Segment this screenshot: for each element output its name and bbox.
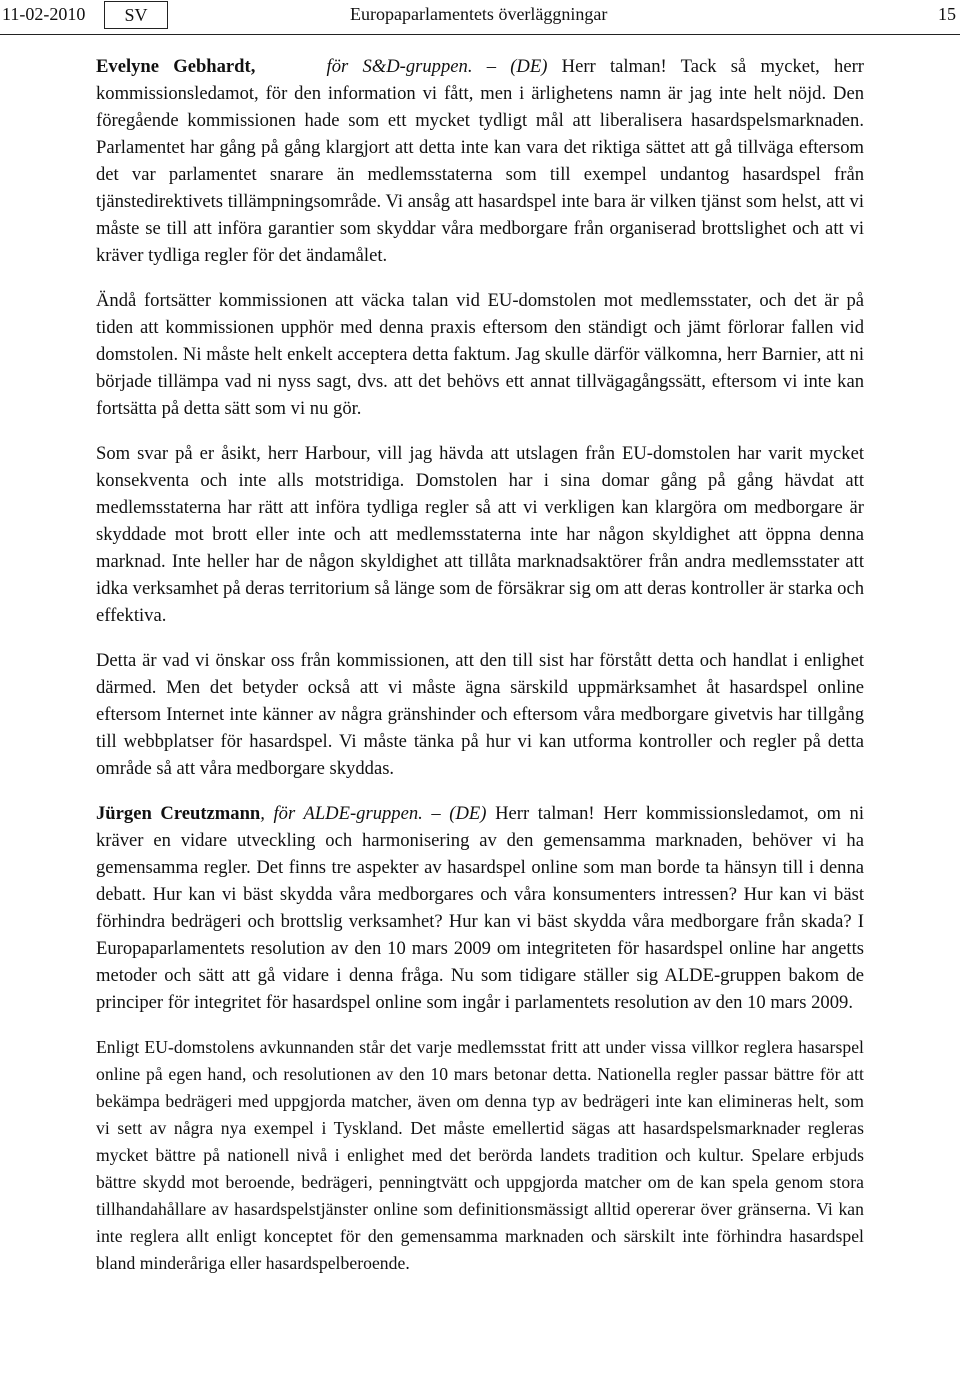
speech-paragraph: Som svar på er åsikt, herr Harbour, vill jag hävda att utslagen från EU-domstolen har varit mycket konsekventa och inte alls motstridiga. Domstolen har i sina domar gång på gång hävdat att medlemsstaterna har rätt att införa tydliga regler så att vi verkligen kan klargöra om medborgare är skyddade mot brott eller inte och att medlemsstaterna inte har någon skyldighet att öppna denna marknad. Inte heller har de någon skyldighet att tillåta marknadsaktörer från andra medlemsstater att idka verksamhet på deras territorium så länge som de försäkrar sig om att deras kontroller är starka och effektiva. <box>96 443 864 626</box>
speaker-name: Jürgen Creutzmann <box>96 803 261 824</box>
page-number: 15 <box>938 4 956 24</box>
speaker-group: för S&D-gruppen. – (DE) <box>326 56 548 77</box>
speaker-name: Evelyne Gebhardt, <box>96 56 256 77</box>
speech-paragraph <box>96 53 864 269</box>
document-body <box>96 53 864 1295</box>
paragraph-text: Herr talman! Herr kommissionsledamot, om ni kräver en vidare utveckling och harmonisering av den gemensamma marknaden, behöver vi ha gemensamma regler. Det finns tre aspekter av hasardspel online som man borde ta hänsyn till i denna debatt. Hur kan vi bäst skydda våra medborgares och våra konsumenters intressen? Hur kan vi bäst förhindra bedrägeri och brottslig verksamhet? Hur kan vi bäst skydda våra medborgare från skada? I Europaparlamentets resolution av den 10 mars 2009 om integriteten för hasardspel online har angetts metoder och sätt att gå vidare i denna fråga. Nu som tidigare ställer sig ALDE-gruppen bakom de principer för integritet för hasardspel online som ingår i parlamentets resolution av den 10 mars 2009. <box>96 803 865 1013</box>
speaker-group: , för ALDE-gruppen. – (DE) <box>260 803 487 824</box>
paragraph-text: Herr talman! Tack så mycket, herr kommissionsledamot, för den information vi fått, men i ärlighetens namn är jag inte helt nöjd. Den föregående kommissionen hade som ett mycket tydligt mål att liberalisera hasardspelsmarknaden. Parlamentet har gång på gång klargjort att detta inte kan vara det riktiga sättet att gå tillväga eftersom det var parlamentet snarare än medlemsstaterna som till exempel undantog hasardspel från tjänstedirektivets tillämpningsområde. Vi ansåg att hasardspel inte bara är vilken tjänst som helst, att vi måste se till att införa garantier som skyddar våra medborgare från organiserad brottslighet och att vi kräver tydliga regler för det ändamålet. <box>96 56 864 266</box>
header-date: 11-02-2010 <box>2 4 86 24</box>
header-title: Europaparlamentets överläggningar <box>350 4 608 24</box>
speech-paragraph: Enligt EU-domstolens avkunnanden står det varje medlemsstat fritt att under vissa villkor reglera hasarspel online på egen hand, och resolutionen av den 10 mars betonar detta. Nationella regler passar bättre för att bekämpa bedrägeri med uppgjorda matcher, även om denna typ av bedrägeri inte kan elimineras helt, som vi sett av några nya exempel i Tyskland. Det måste emellertid sägas att hasardspelsmarknader regleras mycket bättre på nationell nivå i enlighet med det berörda landets tradition och kultur. Spelare erbjuds bättre skydd mot beroende, bedrägeri, penningtvätt och uppgjorda matcher om de kan spela genom stora tillhandahållare av hasardspelstjänster online som definitionsmässigt alltid opererar över gränserna. Vi kan inte reglera allt enligt konceptet för den gemensamma marknaden och särskilt inte förhindra hasardspel bland minderåriga eller hasardspelberoende. <box>96 1037 864 1273</box>
speech-paragraph: Detta är vad vi önskar oss från kommissionen, att den till sist har förstått detta och handlat i enlighet därmed. Men det betyder också att vi måste ägna särskild uppmärksamhet åt hasardspel online eftersom Internet inte känner av några gränshinder och eftersom våra medborgare givetvis har tillgång till webbplatser för hasardspel. Vi måste tänka på hur vi kan utforma kontroller och regler på detta område så att våra medborgare skyddas. <box>96 650 864 779</box>
page-header <box>0 0 960 35</box>
language-badge: SV <box>104 1 168 29</box>
speech-paragraph: Ändå fortsätter kommissionen att väcka talan vid EU-domstolen mot medlemsstater, och det är på tiden att kommissionen upphör med denna praxis eftersom den ständigt och jämt förlorar fallen vid domstolen. Ni måste helt enkelt acceptera detta faktum. Jag skulle därför välkomna, herr Barnier, att ni började tillämpa vad ni nyss sagt, dvs. att det behövs ett annat tillvägagångssätt, eftersom vi inte kan fortsätta på detta sätt som vi nu gör. <box>96 290 864 419</box>
speech-paragraph <box>96 800 864 1016</box>
